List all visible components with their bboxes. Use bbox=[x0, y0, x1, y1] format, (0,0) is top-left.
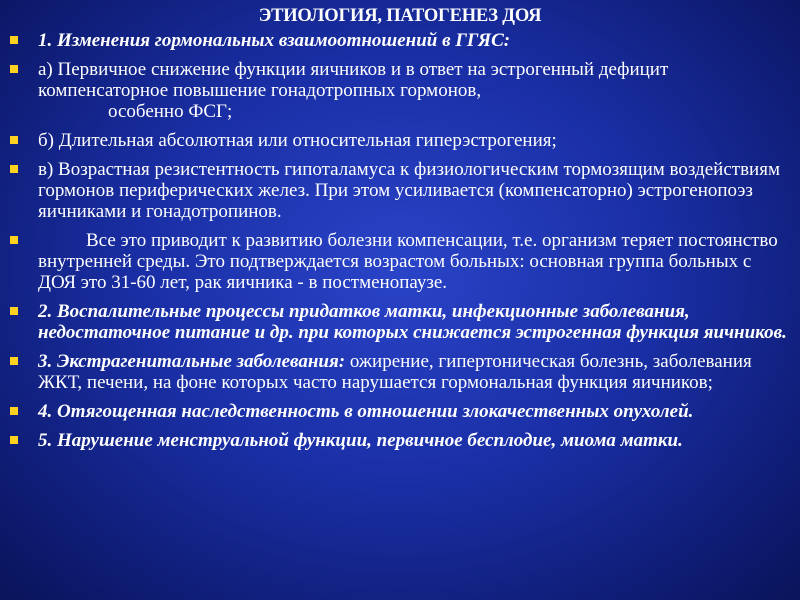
item-text: 2. Воспалительные процессы придатков матки, инфекционные заболевания, недостаточное питание и др. при которых снижается эстрогенная функция яичников. bbox=[38, 301, 787, 343]
square-bullet-icon bbox=[10, 357, 18, 365]
list-item bbox=[10, 159, 790, 222]
item-text-continuation: особенно ФСГ; bbox=[108, 101, 233, 122]
square-bullet-icon bbox=[10, 436, 18, 444]
item-lead: 3. Экстрагенитальные заболевания: bbox=[38, 351, 346, 372]
square-bullet-icon bbox=[10, 236, 18, 244]
square-bullet-icon bbox=[10, 165, 18, 173]
list-item bbox=[10, 430, 790, 451]
list-item bbox=[10, 130, 790, 151]
list-item bbox=[10, 230, 790, 293]
list-item bbox=[10, 351, 790, 393]
square-bullet-icon bbox=[10, 407, 18, 415]
list-item bbox=[10, 59, 790, 122]
square-bullet-icon bbox=[10, 136, 18, 144]
item-text: ожирение, гипертоническая болезнь, заболевания ЖКТ, печени, на фоне которых часто нарушается гормональная функция яичников; bbox=[38, 351, 752, 393]
item-text: 4. Отягощенная наследственность в отношении злокачественных опухолей. bbox=[38, 401, 694, 422]
item-text: б) Длительная абсолютная или относительная гиперэстрогения; bbox=[38, 130, 557, 151]
item-text: в) Возрастная резистентность гипоталамуса к физиологическим тормозящим воздействиям гормонов периферических желез. При этом усиливается (компенсаторно) эстрогенопоэз яичниками и гонадотропинов. bbox=[38, 159, 780, 222]
list-item bbox=[10, 30, 790, 51]
bullet-list bbox=[10, 30, 790, 451]
item-text: а) Первичное снижение функции яичников и в ответ на эстрогенный дефицит компенсаторное повышение гонадотропных гормонов, bbox=[38, 59, 669, 101]
list-item bbox=[10, 401, 790, 422]
item-text: Все это приводит к развитию болезни компенсации, т.е. организм теряет постоянство внутренней среды. Это подтверждается возрастом больных: основная группа больных с ДОЯ это 31-60 лет, рак яичника - в постменопаузе. bbox=[38, 230, 778, 293]
item-text: 1. Изменения гормональных взаимоотношений в ГГЯС: bbox=[38, 30, 511, 51]
square-bullet-icon bbox=[10, 36, 18, 44]
item-text: 5. Нарушение менструальной функции, первичное бесплодие, миома матки. bbox=[38, 430, 683, 451]
slide-title: ЭТИОЛОГИЯ, ПАТОГЕНЕЗ ДОЯ bbox=[258, 6, 542, 26]
list-item bbox=[10, 301, 790, 343]
square-bullet-icon bbox=[10, 65, 18, 73]
square-bullet-icon bbox=[10, 307, 18, 315]
